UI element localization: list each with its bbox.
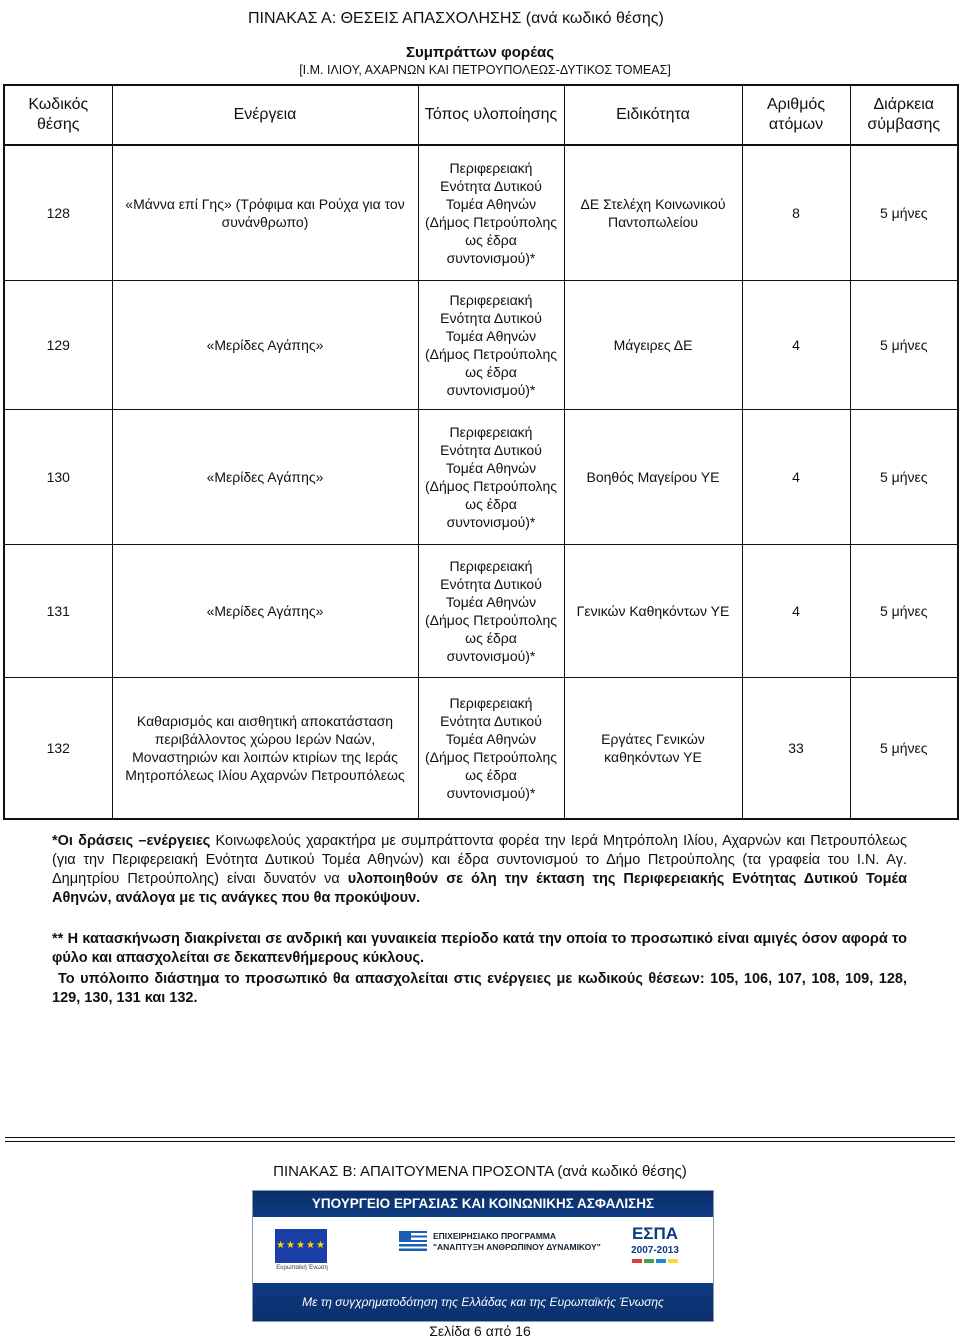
page-title: ΠΙΝΑΚΑΣ Α: ΘΕΣΕΙΣ ΑΠΑΣΧΟΛΗΣΗΣ (ανά κωδικό θέσης) [248, 10, 664, 27]
header-location: Τόπος υλοποίησης [418, 85, 564, 145]
cell-activity: «Μάννα επί Γης» (Τρόφιμα και Ρούχα για τον συνάνθρωπο) [112, 145, 418, 281]
cell-persons: 4 [742, 410, 850, 545]
table-row [4, 281, 958, 410]
cell-location: Περιφερειακή Ενότητα Δυτικού Τομέα Αθηνών (Δήμος Πετρούπολης ως έδρα συντονισμού)* [418, 545, 564, 678]
note-1-bold-end: υλοποιηθούν σε όλη την έκταση της Περιφερειακής Ενότητας Δυτικού Τομέα Αθηνών, ανάλογα με τις ανάγκες που θα προκύψουν. [52, 871, 907, 906]
eu-caption: Ευρωπαϊκή Ένωση [276, 1265, 328, 1271]
header-specialty: Ειδικότητα [564, 85, 742, 145]
partner-name: [Ι.Μ. ΙΛΙΟΥ, ΑΧΑΡΝΩΝ ΚΑΙ ΠΕΤΡΟΥΠΟΛΕΩΣ-ΔΥΤΙΚΟΣ ΤΟΜΕΑΣ] [299, 63, 671, 77]
cell-specialty: Μάγειρες ΔΕ [564, 281, 742, 410]
table-row [4, 410, 958, 545]
cell-persons: 4 [742, 281, 850, 410]
cell-duration: 5 μήνες [850, 545, 958, 678]
note-1-text: Κοινωφελούς χαρακτήρα με συμπράττοντα φορέα την Ιερά Μητρόπολη Ιλίου, Αχαρνών και Πετρουπόλεως (για την Περιφερειακή Ενότητα Δυτικού Τομέα Αθηνών) και έδρα συντονισμού το Δήμο Πετρούπολης (τα γραφεία του Ι.Ν. Αγ. Δημητρίου Πετρούπολης) είναι δυνατόν να [52, 833, 907, 887]
cell-activity: Καθαρισμός και αισθητική αποκατάσταση περιβάλλοντος χώρου Ιερών Ναών, Μοναστηριών και λοιπών κτιρίων της Ιεράς Μητροπόλεως Ιλίου Αχαρνών Πετρουπόλεως [112, 678, 418, 820]
positions-table-wrapper [3, 84, 957, 820]
header-code: Κωδικός θέσης [4, 85, 112, 145]
logos-strip [253, 1217, 713, 1283]
note-3-text: Το υπόλοιπο διάστημα το προσωπικό θα απασχολείται στις ενέργειες με κωδικούς θέσεων: 105, 106, 107, 108, 109, 128, 129, 130, 131 και 132. [52, 971, 907, 1006]
cell-code: 128 [4, 145, 112, 281]
cell-specialty: Βοηθός Μαγείρου ΥΕ [564, 410, 742, 545]
header-activity: Ενέργεια [112, 85, 418, 145]
espa-logo [613, 1223, 697, 1267]
greek-flag-icon [399, 1231, 427, 1251]
notes-section [52, 832, 907, 1020]
partner-heading: Συμπράττων φορέας [405, 44, 554, 61]
table-row [4, 145, 958, 281]
funding-banner [252, 1190, 714, 1322]
cell-location: Περιφερειακή Ενότητα Δυτικού Τομέα Αθηνών (Δήμος Πετρούπολης ως έδρα συντονισμού)* [418, 678, 564, 820]
table-row [4, 545, 958, 678]
cofunding-slogan: Με τη συγχρηματοδότηση της Ελλάδας και της Ευρωπαϊκής Ένωσης [253, 1283, 713, 1321]
program-line-1: ΕΠΙΧΕΙΡΗΣΙΑΚΟ ΠΡΟΓΡΑΜΜΑ [433, 1231, 557, 1241]
cell-activity: «Μερίδες Αγάπης» [112, 545, 418, 678]
divider-top [5, 1137, 955, 1138]
espa-color-bars [613, 1259, 697, 1263]
header-duration: Διάρκεια σύμβασης [850, 85, 958, 145]
cell-persons: 8 [742, 145, 850, 281]
cell-location: Περιφερειακή Ενότητα Δυτικού Τομέα Αθηνών (Δήμος Πετρούπολης ως έδρα συντονισμού)* [418, 281, 564, 410]
espa-years: 2007-2013 [631, 1245, 679, 1256]
cell-code: 132 [4, 678, 112, 820]
note-2-text: ** Η κατασκήνωση διακρίνεται σε ανδρική και γυναικεία περίοδο κατά την οποία το προσωπικό είναι αμιγές όσον αφορά το φύλο και απασχολείται σε δεκαπενθήμερους κύκλους. [52, 931, 907, 966]
page-number: Σελίδα 6 από 16 [429, 1323, 531, 1339]
cell-code: 129 [4, 281, 112, 410]
cell-duration: 5 μήνες [850, 678, 958, 820]
cell-activity: «Μερίδες Αγάπης» [112, 410, 418, 545]
cell-persons: 4 [742, 545, 850, 678]
espa-wordmark: ΕΣΠΑ [631, 1224, 679, 1243]
table-b-title: ΠΙΝΑΚΑΣ Β: ΑΠΑΙΤΟΥΜΕΝΑ ΠΡΟΣΟΝΤΑ (ανά κωδικό θέσης) [273, 1163, 687, 1180]
eu-flag-icon: ★★★★★ [275, 1229, 327, 1263]
header-persons: Αριθμός ατόμων [742, 85, 850, 145]
note-1-bold-start: *Οι δράσεις –ενέργειες [52, 833, 211, 849]
cell-specialty: Γενικών Καθηκόντων ΥΕ [564, 545, 742, 678]
cell-duration: 5 μήνες [850, 281, 958, 410]
note-2 [52, 930, 907, 968]
ministry-name: ΥΠΟΥΡΓΕΙΟ ΕΡΓΑΣΙΑΣ ΚΑΙ ΚΟΙΝΩΝΙΚΗΣ ΑΣΦΑΛΙΣΗΣ [253, 1191, 713, 1217]
cell-specialty: Εργάτες Γενικών καθηκόντων ΥΕ [564, 678, 742, 820]
cell-persons: 33 [742, 678, 850, 820]
cell-location: Περιφερειακή Ενότητα Δυτικού Τομέα Αθηνών (Δήμος Πετρούπολης ως έδρα συντονισμού)* [418, 145, 564, 281]
cell-code: 131 [4, 545, 112, 678]
cell-location: Περιφερειακή Ενότητα Δυτικού Τομέα Αθηνών (Δήμος Πετρούπολης ως έδρα συντονισμού)* [418, 410, 564, 545]
cell-activity: «Μερίδες Αγάπης» [112, 281, 418, 410]
table-row [4, 678, 958, 820]
positions-table [3, 84, 959, 820]
program-line-2: "ΑΝΑΠΤΥΞΗ ΑΝΘΡΩΠΙΝΟΥ ΔΥΝΑΜΙΚΟΥ" [433, 1242, 601, 1252]
cell-duration: 5 μήνες [850, 145, 958, 281]
cell-code: 130 [4, 410, 112, 545]
note-1 [52, 832, 907, 908]
cell-duration: 5 μήνες [850, 410, 958, 545]
divider-bottom [5, 1141, 955, 1142]
cell-specialty: ΔΕ Στελέχη Κοινωνικού Παντοπωλείου [564, 145, 742, 281]
table-header-row [4, 85, 958, 145]
program-logo [433, 1231, 601, 1253]
note-3 [52, 970, 907, 1008]
